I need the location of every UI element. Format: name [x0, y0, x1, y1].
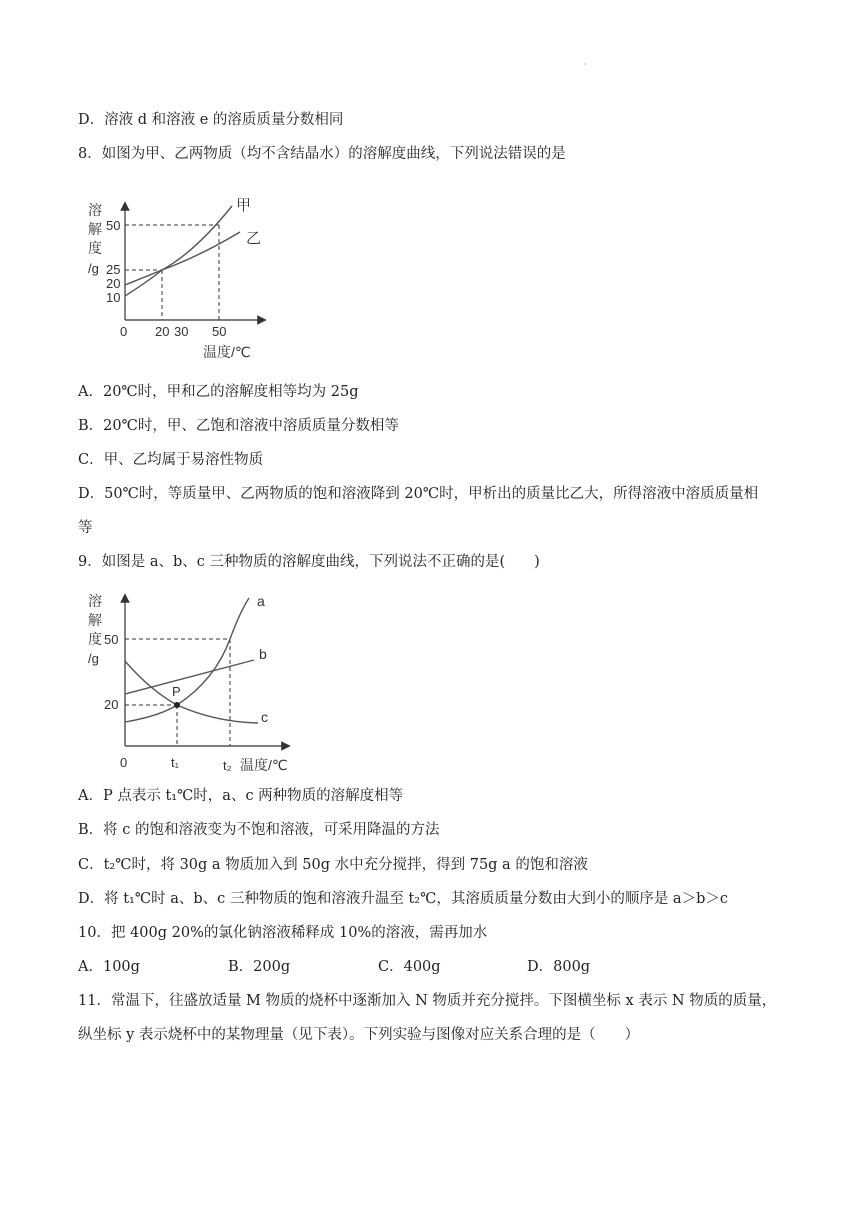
ytick-10: 10 — [106, 290, 121, 305]
ylabel-3: 度 — [88, 240, 102, 256]
ylabel-4: /g — [88, 261, 99, 276]
xlabel: 温度/℃ — [240, 757, 288, 773]
q10-stem: 10．把 400g 20%的氯化钠溶液稀释成 10%的溶液，需再加水 — [78, 925, 488, 941]
ylabel-1: 溶 — [88, 593, 102, 609]
xtick-0: 0 — [120, 324, 128, 339]
q8-option-a: A．20℃时，甲和乙的溶解度相等均为 25g — [78, 384, 359, 400]
q8-solubility-chart — [80, 192, 270, 367]
series-jia-curve — [125, 206, 232, 296]
xtick-50: 50 — [212, 324, 227, 339]
series-yi-curve — [125, 232, 240, 285]
point-p-label: P — [172, 684, 181, 699]
q9-option-c: C．t₂℃时，将 30g a 物质加入到 50g 水中充分搅拌，得到 75g a 的饱和溶液 — [78, 857, 588, 873]
q10-option-b: B．200g — [228, 959, 291, 975]
q11-stem-line2: 纵坐标 y 表示烧杯中的某物理量（见下表）。下列实验与图像对应关系合理的是（ ） — [78, 1027, 640, 1043]
ylabel-2: 解 — [88, 221, 102, 237]
ytick-20: 20 — [106, 276, 121, 291]
series-label-c: c — [261, 709, 268, 725]
q9-option-a: A．P 点表示 t₁℃时，a、c 两种物质的溶解度相等 — [78, 788, 404, 804]
xlabel: 温度/℃ — [203, 344, 251, 360]
q8-option-c: C．甲、乙均属于易溶性物质 — [78, 452, 264, 468]
ytick-50: 50 — [104, 632, 119, 647]
series-label-b: b — [259, 646, 267, 662]
header-mark: ' — [584, 62, 587, 71]
ylabel-1: 溶 — [88, 202, 102, 218]
q9-solubility-chart — [80, 585, 300, 780]
series-label-jia: 甲 — [236, 197, 252, 214]
q9-option-d: D．将 t₁℃时 a、b、c 三种物质的饱和溶液升温至 t₂℃，其溶质质量分数由大到小的顺序是 a＞b＞c — [78, 891, 728, 907]
xtick-20: 20 — [155, 324, 170, 339]
ylabel-4: /g — [88, 651, 99, 666]
ytick-25: 25 — [106, 262, 121, 277]
q10-option-d: D．800g — [527, 959, 591, 975]
q9-stem: 9．如图是 a、b、c 三种物质的溶解度曲线，下列说法不正确的是( ) — [78, 554, 540, 570]
q8-option-d-line2: 等 — [78, 520, 93, 536]
series-label-yi: 乙 — [246, 230, 262, 247]
ylabel-2: 解 — [88, 612, 102, 628]
ytick-20: 20 — [104, 697, 119, 712]
series-label-a: a — [257, 593, 265, 609]
q10-options — [78, 957, 590, 977]
xtick-t1: t₁ — [171, 755, 179, 770]
q8-option-b: B．20℃时，甲、乙饱和溶液中溶质质量分数相等 — [78, 418, 399, 434]
q7-option-d: D．溶液 d 和溶液 e 的溶质质量分数相同 — [78, 112, 344, 128]
q10-option-c: C．400g — [378, 959, 441, 975]
ytick-50: 50 — [106, 218, 121, 233]
ylabel-3: 度 — [88, 631, 102, 647]
point-p — [174, 702, 180, 708]
series-b-curve — [125, 660, 254, 694]
q8-option-d-line1: D．50℃时，等质量甲、乙两物质的饱和溶液降到 20℃时，甲析出的质量比乙大，所得溶液中溶质质量相 — [78, 486, 759, 502]
q9-option-b: B．将 c 的饱和溶液变为不饱和溶液，可采用降温的方法 — [78, 822, 440, 838]
q8-stem: 8．如图为甲、乙两物质（均不含结晶水）的溶解度曲线，下列说法错误的是 — [78, 146, 566, 162]
xtick-t2: t₂ — [223, 758, 232, 773]
q10-option-a: A．100g — [78, 959, 140, 975]
xtick-0: 0 — [120, 755, 128, 770]
series-c-curve — [125, 661, 258, 723]
xtick-30: 30 — [174, 324, 189, 339]
q11-stem-line1: 11．常温下，往盛放适量 M 物质的烧杯中逐渐加入 N 物质并充分搅拌。下图横坐标 x 表示 N 物质的质量， — [78, 993, 777, 1009]
